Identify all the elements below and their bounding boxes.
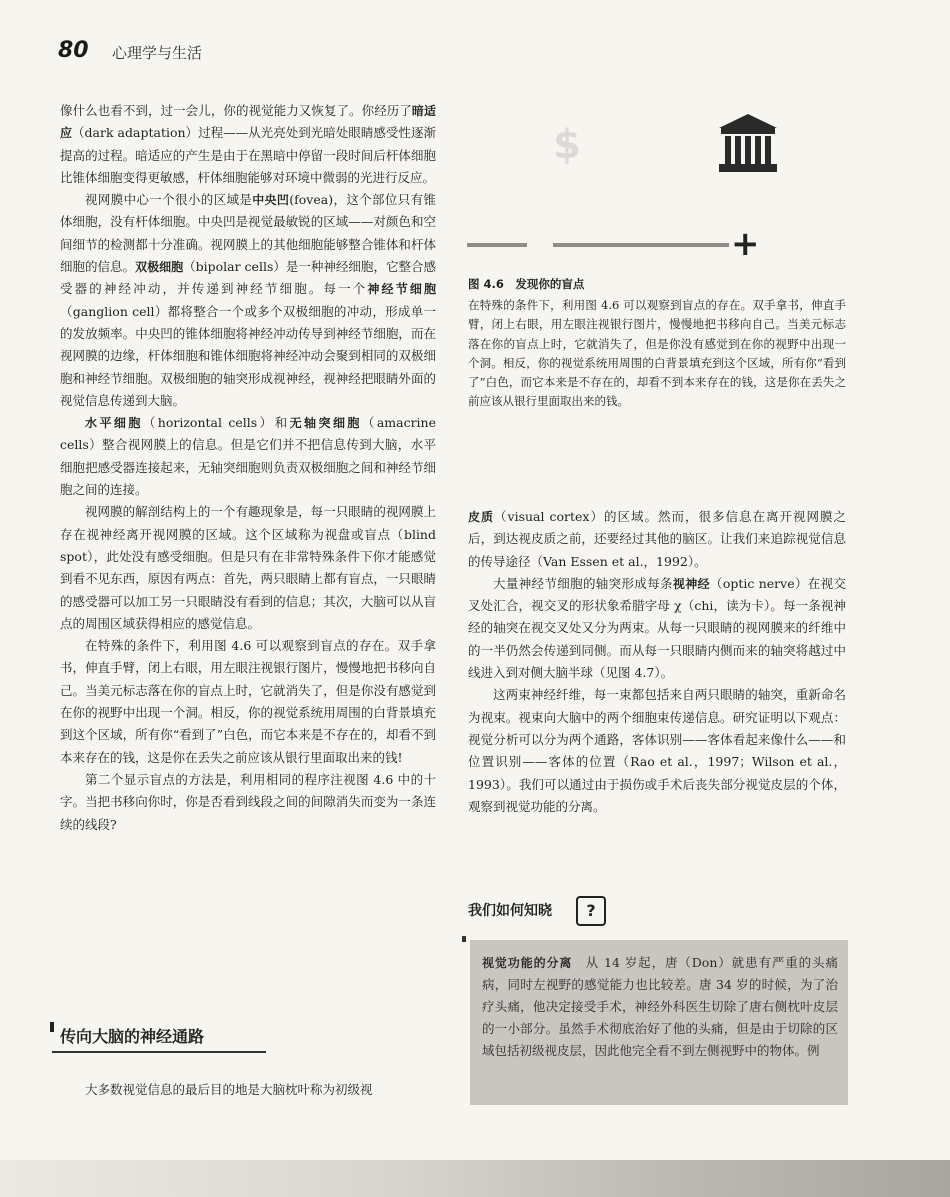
right-column [468,506,846,818]
paragraph: 大量神经节细胞的轴突形成每条视神经（optic nerve）在视交叉处汇合，视交叉的形状象希腊字母 χ（chi，读为卡）。每一条视神经的轴突在视交叉处又分为两束。从每一只眼睛的视网膜来的纤维中的一半仍然会传递到同侧。而从每一只眼睛内侧而来的轴突将越过中线进入到对侧大脑半球（见图 4.7）。 [468,575,846,681]
box-heading: 我们如何知晓 [468,903,552,919]
case-study-text: 视觉功能的分离 从 14 岁起，唐（Don）就患有严重的头痛病，同时左视野的感觉能力也比较差。唐 34 岁的时候，为了治疗头痛，他决定接受手术，神经外科医生切除了唐右侧枕叶皮层的一小部分。虽然手术彻底治好了他的头痛，但是由于切除的区域包括初级视皮层，因此他完全看不到左侧视野中的物体。例 [482,955,838,1058]
page-number: 80 [58,38,89,63]
term: 视神经 [672,576,710,591]
plus-icon: + [731,224,760,264]
box-marker [462,936,466,942]
paragraph: 第二个显示盲点的方法是，利用相同的程序注视图 4.6 中的十字。当把书移向你时，你是否看到线段之间的间隙消失而变为一条连续的线段? [60,771,436,832]
term: 无轴突细胞 [289,416,362,431]
paragraph: 皮质（visual cortex）的区域。然而，很多信息在离开视网膜之后，到达视皮质之前，还要经过其他的脑区。让我们来追踪视觉信息的传导途径（Van Essen et al.，1992）。 [468,509,846,569]
dollar-sign-icon: $ [553,122,581,168]
paragraph: 这两束神经纤维，每一束都包括来自两只眼睛的轴突，重新命名为视束。视束向大脑中的两个细胞束传递信息。研究证明以下观点：视觉分析可以分为两个通路，客体识别——客体看起来像什么——和位置识别——客体的位置（Rao et al.，1997；Wilson et al.，1993）。我们可以通过由于损伤或手术后丧失部分视觉皮层的个体，观察到视觉功能的分离。 [468,687,846,814]
left-column [60,100,436,836]
figure-caption: 在特殊的条件下，利用图 4.6 可以观察到盲点的存在。双手拿书，伸直手臂，闭上右眼，用左眼注视银行图片，慢慢地把书移向自己。当美元标志落在你的盲点上时，它就消失了，但是你没有感觉到在你的视野中出现一个洞。相反，你的视觉系统用周围的白背景填充到这个区域，所有你“看到了”白色，而它本来是不存在的，却看不到本来存在的钱，这是你在丢失之前应该从银行里面取出来的钱。 [468,298,846,409]
term: 双极细胞 [135,260,184,275]
term: 水平细胞 [85,416,143,431]
short-line-segment [467,243,527,247]
figure-caption-title: 图 4.6 发现你的盲点 [468,277,585,291]
term: 皮质 [468,510,495,524]
blind-spot-figure [465,100,845,270]
paragraph: 大多数视觉信息的最后目的地是大脑枕叶称为初级视 [85,1082,373,1097]
term: 神经节细胞 [367,282,436,297]
paragraph: 像什么也看不到，过一会儿，你的视觉能力又恢复了。你经历了暗适应（dark adaptation）过程——从光亮处到光暗处眼睛感受性逐渐提高的过程。暗适应的产生是由于在黑暗中停留一段时间后杆体细胞比锥体细胞变得更敏感，杆体细胞能够对环境中微弱的光进行反应。 [60,103,436,185]
long-line-segment [553,243,729,247]
page-bottom-shadow [0,1160,950,1197]
book-title: 心理学与生活 [112,44,203,62]
paragraph: 水平细胞（horizontal cells）和无轴突细胞（amacrine cells）整合视网膜上的信息。但是它们并不把信息传到大脑，水平细胞把感受器连接起来，无轴突细胞则负责双极细胞之间和神经节细胞之间的连接。 [60,415,436,498]
paragraph: 在特殊的条件下，利用图 4.6 可以观察到盲点的存在。双手拿书，伸直手臂，闭上右眼，用左眼注视银行图片，慢慢地把书移向自己。当美元标志落在你的盲点上时，它就消失了，但是你没有感觉到在你的视野中出现一个洞。相反，你的视觉系统用周围的白背景填充到这个区域，所有你“看到了”白色，而它本来是不存在的，却看不到本来存在的钱，这是你在丢失之前应该从银行里面取出来的钱! [60,638,436,765]
term: 中央凹 [252,193,290,208]
section-title: 传向大脑的神经通路 [52,1024,266,1053]
term: 暗适应 [60,104,436,141]
term: 视觉功能的分离 [482,956,573,970]
paragraph: 视网膜中心一个很小的区域是中央凹(fovea)，这个部位只有锥体细胞，没有杆体细胞。中央凹是视觉最敏锐的区域——对颜色和空间细节的检测都十分准确。视网膜上的其他细胞能够整合锥体和杆体细胞的信息。双极细胞（bipolar cells）是一种神经细胞，它整合感受器的神经冲动，并传递到神经节细胞。每一个神经节细胞（ganglion cell）都将整合一个或多个双极细胞的冲动，形成单一的发放频率。中央凹的锥体细胞将神经冲动传导到神经节细胞，而在视网膜的边缘，杆体细胞和锥体细胞将神经冲动会聚到相同的双极细胞和神经节细胞。双极细胞的轴突形成视神经，视神经把眼睛外面的视觉信息传递到大脑。 [60,192,436,408]
bank-icon [715,112,781,174]
question-icon: ? [576,896,606,926]
paragraph: 视网膜的解剖结构上的一个有趣现象是，每一只眼睛的视网膜上存在视神经离开视网膜的区域。这个区域称为视盘或盲点（blind spot），此处没有感受细胞。但是只有在非常特殊条件下你才能感觉到看不见东西，原因有两点：首先，两只眼睛上都有盲点，一只眼睛的感受器可以加工另一只眼睛没有看到的信息；其次，大脑可以从盲点的周围区域获得相应的感觉信息。 [60,504,436,631]
